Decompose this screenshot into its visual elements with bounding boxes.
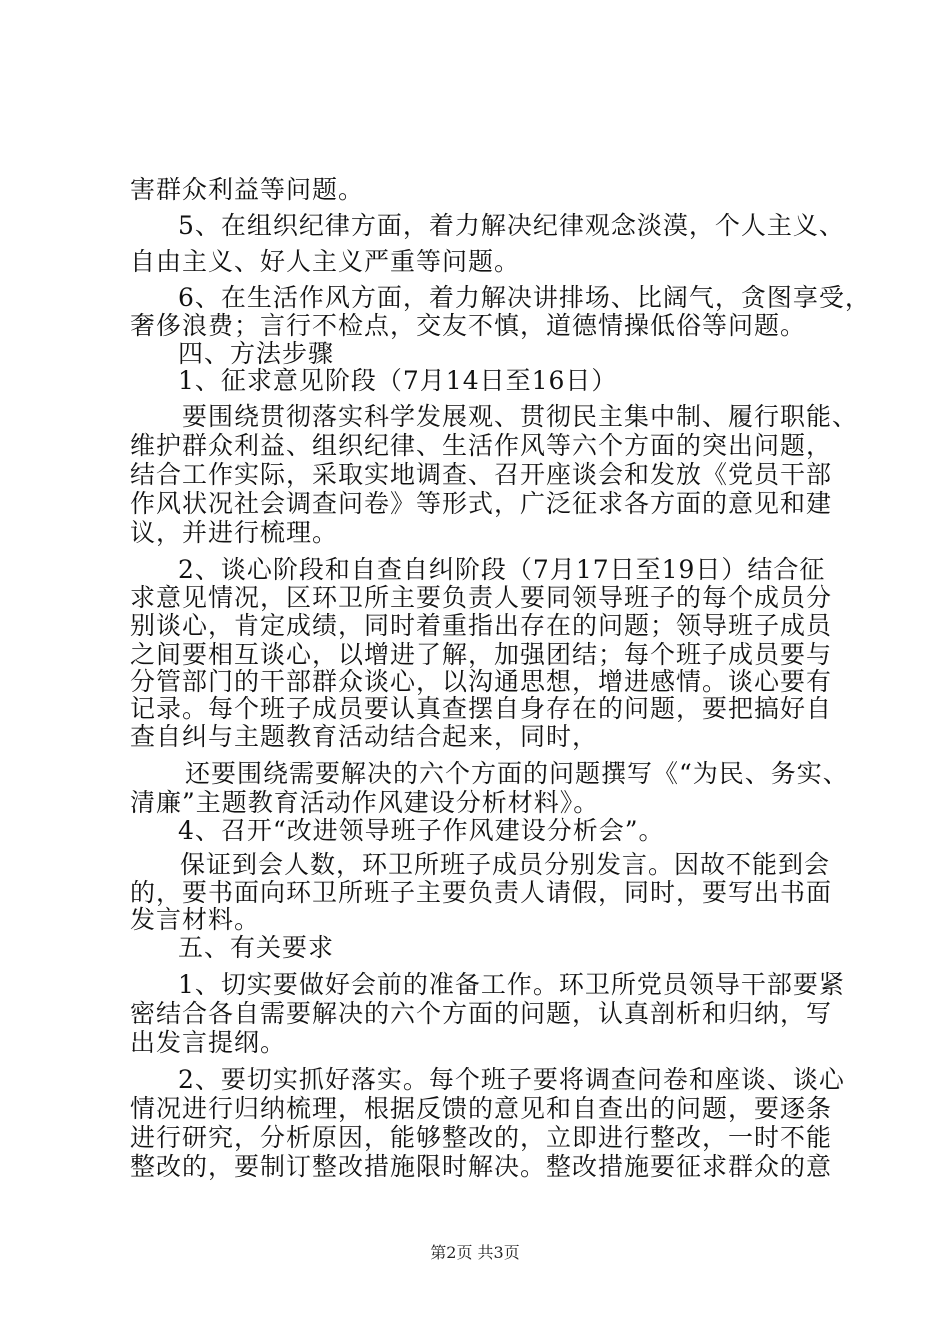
text-line: 的，要书面向环卫所班子主要负责人请假，同时，要写出书面 xyxy=(130,878,833,907)
text-line: 查自纠与主题教育活动结合起来，同时， xyxy=(130,722,599,751)
text-line: 2、谈心阶段和自查自纠阶段（7月17日至19日）结合征 xyxy=(178,555,826,584)
text-line: 分管部门的干部群众谈心，以沟通思想，增进感情。谈心要有 xyxy=(130,667,833,696)
text-line: 发言材料。 xyxy=(130,905,261,934)
text-line: 1、切实要做好会前的准备工作。环卫所党员领导干部要紧 xyxy=(178,970,845,999)
text-line: 密结合各自需要解决的六个方面的问题，认真剖析和归纳，写 xyxy=(130,999,833,1028)
text-line: 6、在生活作风方面，着力解决讲排场、比阔气，贪图享受， xyxy=(178,283,871,312)
text-line: 整改的，要制订整改措施限时解决。整改措施要征求群众的意 xyxy=(130,1152,833,1181)
text-line: 进行研究，分析原因，能够整改的，立即进行整改，一时不能 xyxy=(130,1123,833,1152)
text-line: 结合工作实际，采取实地调查、召开座谈会和发放《党员干部 xyxy=(130,460,833,489)
section-heading: 五、有关要求 xyxy=(178,933,335,962)
text-line: 1、征求意见阶段（7月14日至16日） xyxy=(178,366,618,395)
text-line: 维护群众利益、组织纪律、生活作风等六个方面的突出问题， xyxy=(130,431,833,460)
text-line: 5、在组织纪律方面，着力解决纪律观念淡漠，个人主义、 xyxy=(178,211,845,240)
text-line: 情况进行归纳梳理，根据反馈的意见和自查出的问题，要逐条 xyxy=(130,1094,833,1123)
text-line: 奢侈浪费；言行不检点，交友不慎，道德情操低俗等问题。 xyxy=(130,311,807,340)
text-line: 出发言提纲。 xyxy=(130,1028,287,1057)
text-line: 之间要相互谈心，以增进了解，加强团结；每个班子成员要与 xyxy=(130,640,833,669)
text-line: 保证到会人数，环卫所班子成员分别发言。因故不能到会 xyxy=(180,850,831,879)
text-line: 别谈心，肯定成绩，同时着重指出存在的问题；领导班子成员 xyxy=(130,611,833,640)
text-line: 作风状况社会调查问卷》等形式，广泛征求各方面的意见和建 xyxy=(130,489,833,518)
text-line: 清廉”主题教育活动作风建设分析材料》。 xyxy=(130,788,600,817)
text-line: 记录。每个班子成员要认真查摆自身存在的问题，要把搞好自 xyxy=(130,694,833,723)
text-line: 自由主义、好人主义严重等问题。 xyxy=(130,247,521,276)
text-line: 求意见情况，区环卫所主要负责人要同领导班子的每个成员分 xyxy=(130,583,833,612)
text-line: 议，并进行梳理。 xyxy=(130,518,339,547)
text-line: 害群众利益等问题。 xyxy=(130,175,365,204)
text-line: 2、要切实抓好落实。每个班子要将调查问卷和座谈、谈心 xyxy=(178,1065,845,1094)
text-line: 要围绕贯彻落实科学发展观、贯彻民主集中制、履行职能、 xyxy=(182,402,859,431)
section-heading: 四、方法步骤 xyxy=(178,339,335,368)
text-line: 4、召开“改进领导班子作风建设分析会”。 xyxy=(178,816,665,845)
text-line: 还要围绕需要解决的六个方面的问题撰写《“为民、务实、 xyxy=(185,759,849,788)
page-number-footer: 第2页 共3页 xyxy=(430,1243,520,1262)
